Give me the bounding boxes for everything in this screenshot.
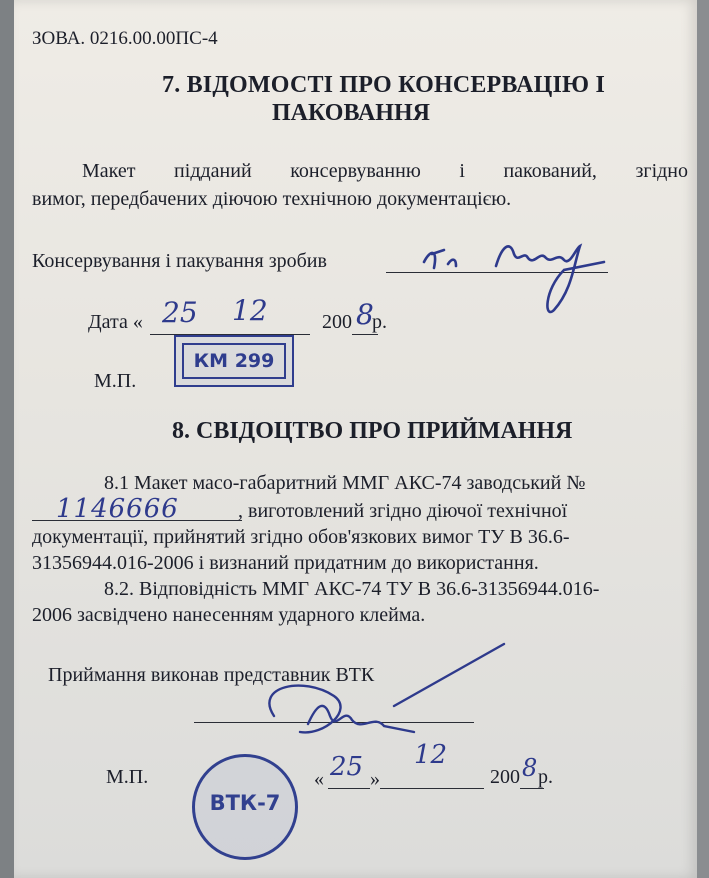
accept-year-suffix: р. [538,766,553,788]
section7-paragraph-line2: вимог, передбачених діючою технічною документацією. [32,188,512,210]
section7-title-line1: 7. ВІДОМОСТІ ПРО КОНСЕРВАЦІЮ І [162,72,606,98]
accept-year-prefix: 200 [490,766,520,788]
document-page [14,0,698,878]
section8-p1-line4: 31356944.016-2006 і визнаний придатним до використання. [32,552,539,574]
inspector-signature [244,636,534,756]
accept-year-digit-handwritten: 8 [522,754,538,782]
section8-p1-line1: 8.1 Макет масо-габаритний ММГ АКС-74 заводський № [104,472,586,494]
made-by-label: Консервування і пакування зробив [32,250,327,272]
km-stamp [174,335,294,387]
section7-title-line2: ПАКОВАННЯ [272,100,430,126]
section8-p2-line1: 8.2. Відповідність ММГ АКС-74 ТУ В 36.6-31356944.016- [104,578,600,600]
accept-date-month-handwritten: 12 [414,740,448,770]
accept-date-month-line [380,788,484,789]
page-left-edge [0,0,14,878]
date-day-handwritten: 25 [162,296,198,329]
page-right-edge [697,0,709,878]
section8-stamp-place-label: М.П. [106,766,149,788]
accept-date-day-line [328,788,370,789]
vtk-stamp [192,754,298,860]
date-month-handwritten: 12 [232,294,268,327]
vtk-stamp-text: ВТК-7 [209,791,281,815]
accept-date-open-quote: « [314,768,324,790]
stamp-place-label: М.П. [94,370,137,392]
section7-paragraph-line1: Макет підданий консервуванню і пакований, згідно [82,160,688,182]
section8-p2-line2: 2006 засвідчено нанесенням ударного клейма. [32,604,426,626]
serial-number-handwritten: 1146666 [56,494,179,524]
section8-title: 8. СВІДОЦТВО ПРО ПРИЙМАННЯ [172,418,573,444]
section8-p1-line2: , виготовлений згідно діючої технічної [238,500,568,522]
accept-date-day-handwritten: 25 [330,752,364,782]
document-code: ЗОВА. 0216.00.00ПС-4 [32,28,218,49]
section8-p1-line3: документації, прийнятий згідно обов'язкових вимог ТУ В 36.6- [32,526,570,548]
km-stamp-text: КМ 299 [182,343,286,379]
year-line [352,334,378,335]
year-prefix: 200 [322,311,352,333]
year-suffix: р. [372,311,387,333]
date-label: Дата « [88,311,143,333]
accept-date-close-quote: » [370,768,380,790]
accepted-by-label: Приймання виконав представник ВТК [48,664,375,686]
year-digit-handwritten: 8 [356,298,374,331]
packer-signature [404,220,614,320]
